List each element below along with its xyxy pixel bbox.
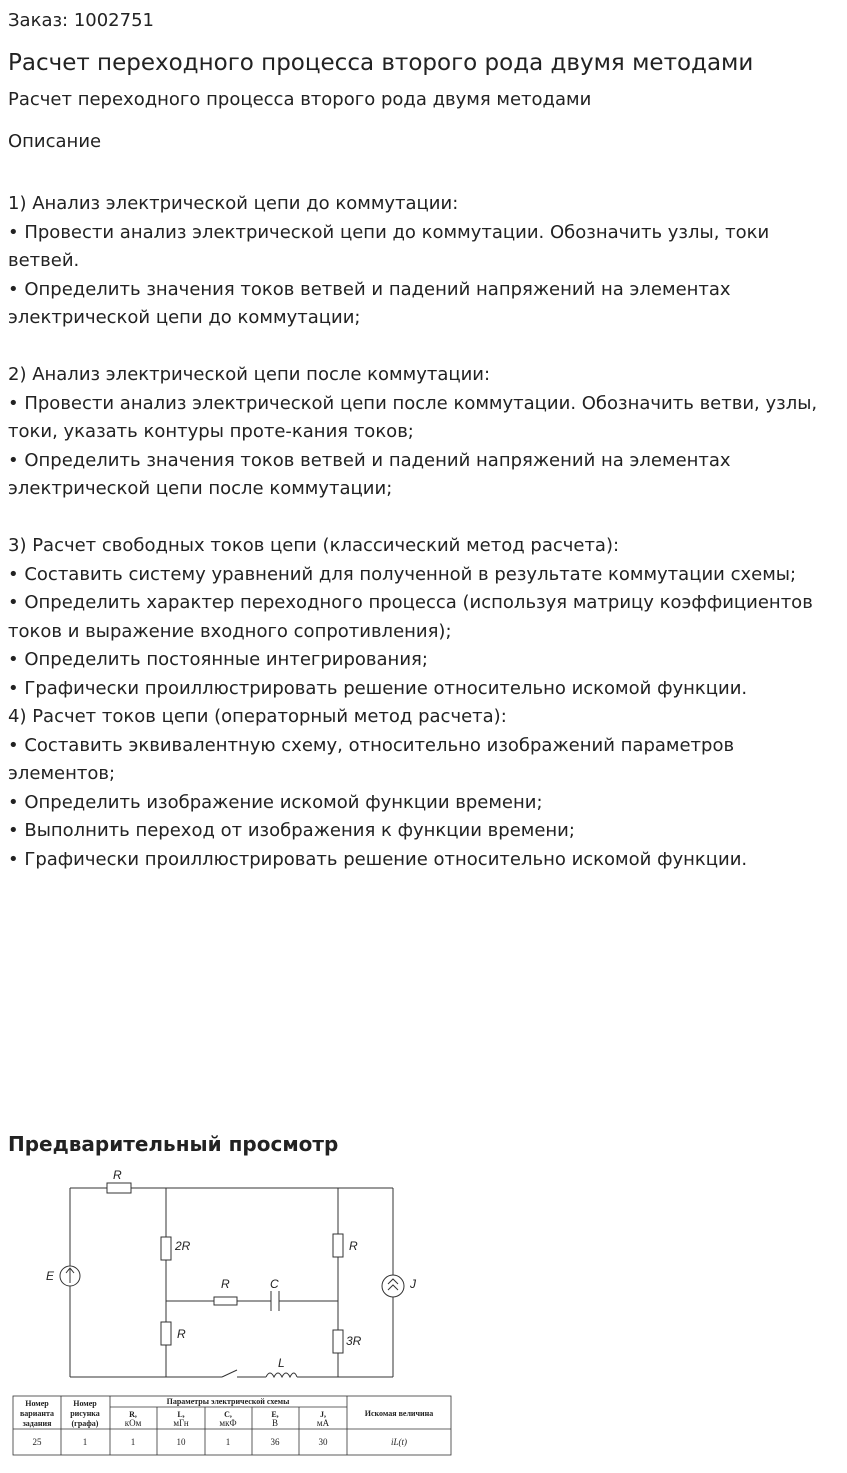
resistor-2r [161, 1237, 171, 1260]
description-text: 1) Анализ электрической цепи до коммутации: • Провести анализ электрической цепи до коммутации. Обозначить узлы, токи ветвей. • Определить значения токов ветвей и падений напряжений на элементах электрической цепи до коммутации; 2) Анализ электрической цепи после коммутации: • Провести анализ электрической цепи после коммутации. Обозначить ветви, узлы, токи, указать контуры проте-кания токов; • Определить значения токов ветвей и падений напряжений на элементах электрической цепи после коммутации; 3) Расчет свободных токов цепи (классический метод расчета): • Составить систему уравнений для полученной в результате коммутации схемы; • Определить характер переходного процесса (используя матрицу коэффициентов токов и выражение входного сопротивления); • Определить постоянные интегрирования; • Графически проиллюстрировать решение относительно искомой функции. 4) Расчет токов цепи (операторный метод расчета): • Составить эквивалентную схему, относительно изображений параметров элементов; • Определить изображение искомой функции времени; • Выполнить переход от изображения к функции времени; • Графически проиллюстрировать решение относительно искомой функции. [8, 193, 818, 870]
table-param-unit: мА [316, 1418, 330, 1428]
order-number: Заказ: 1002751 [8, 10, 154, 31]
table-param-unit: В [271, 1418, 279, 1428]
table-param-name: J, [320, 1410, 326, 1419]
description-heading: Описание [8, 131, 102, 152]
table-cell-j: 30 [318, 1437, 328, 1447]
table-cell-figure: 1 [82, 1437, 88, 1447]
label-2r: 2R [175, 1239, 191, 1253]
table-param-name: C, [224, 1410, 232, 1419]
label-e: E [46, 1269, 55, 1283]
table-header-figure-3: (графа) [71, 1419, 99, 1428]
table-param-name: E, [271, 1410, 279, 1419]
resistor-r-top [107, 1183, 131, 1193]
label-3r: 3R [346, 1334, 362, 1348]
table-cell-variant: 25 [32, 1437, 42, 1447]
page-subtitle: Расчет переходного процесса второго рода двумя методами [8, 89, 592, 110]
label-r-right-top: R [349, 1239, 358, 1253]
table-cell-e: 36 [270, 1437, 280, 1447]
table-param-unit: кОм [124, 1418, 142, 1428]
resistor-r-mid [214, 1297, 237, 1305]
resistor-3r [333, 1330, 343, 1353]
table-header-variant-2: варианта [19, 1409, 55, 1418]
table-header-figure-2: рисунка [70, 1409, 100, 1418]
preview-heading: Предварительный просмотр [8, 1132, 339, 1156]
table-header-group: Параметры электрической схемы [166, 1397, 290, 1406]
label-c: C [270, 1277, 279, 1291]
table-cell-c: 1 [225, 1437, 231, 1447]
table-cell-r: 1 [130, 1437, 136, 1447]
table-header-result: Искомая величина [364, 1409, 434, 1418]
table-cell-l: 10 [176, 1437, 186, 1447]
table-param-unit: мГн [173, 1418, 189, 1428]
label-j: J [410, 1277, 416, 1291]
table-param-name: R, [129, 1410, 137, 1419]
label-r-top: R [113, 1168, 122, 1182]
page-title: Расчет переходного процесса второго рода двумя методами [8, 50, 754, 76]
table-header-figure-1: Номер [73, 1399, 97, 1408]
table-header-variant-1: Номер [25, 1399, 49, 1408]
table-param-unit: мкФ [219, 1418, 237, 1428]
resistor-r-left-bottom [161, 1322, 171, 1345]
table-header-variant-3: задания [22, 1419, 52, 1428]
resistor-r-right-top [333, 1234, 343, 1257]
circuit-diagram [0, 1160, 470, 1465]
label-r-mid: R [221, 1277, 230, 1291]
inductor-l [266, 1373, 297, 1377]
preview-image [0, 1160, 470, 1465]
label-l: L [278, 1356, 285, 1370]
table-param-name: L, [177, 1410, 185, 1419]
table-cell-result: iL(t) [390, 1437, 408, 1447]
label-r-left-bottom: R [177, 1327, 186, 1341]
